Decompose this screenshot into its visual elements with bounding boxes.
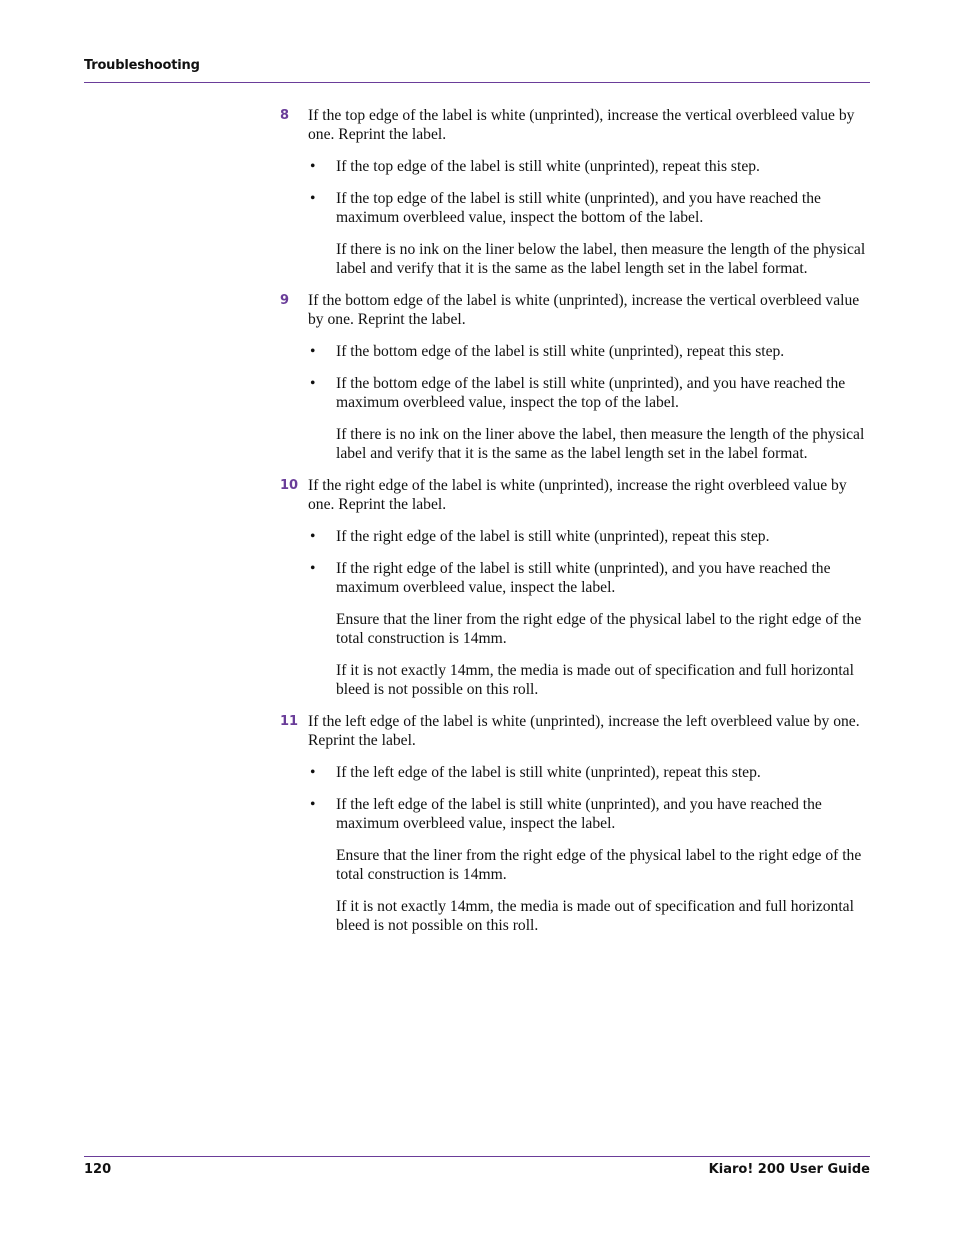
step-number: 9 <box>280 293 290 308</box>
bullet-icon: • <box>310 528 316 545</box>
paragraph: If there is no ink on the liner above the label, then measure the length of the physical label and verify that it is the same as the label length set in the label format. <box>336 426 865 462</box>
bullet-text: If the bottom edge of the label is still white (unprinted), and you have reached the maximum overbleed value, inspect the top of the label. <box>336 375 846 411</box>
bullet-text: If the right edge of the label is still white (unprinted), repeat this step. <box>336 528 770 545</box>
step-10 <box>280 476 870 699</box>
step-11 <box>280 712 870 935</box>
bullet-icon: • <box>310 158 316 175</box>
paragraph: Ensure that the liner from the right edge of the physical label to the right edge of the total construction is 14mm. <box>336 611 862 647</box>
paragraph: If there is no ink on the liner below the label, then measure the length of the physical label and verify that it is the same as the label length set in the label format. <box>336 241 866 277</box>
bullet-icon: • <box>310 190 316 207</box>
bullet-icon: • <box>310 796 316 813</box>
bullet-text: If the bottom edge of the label is still white (unprinted), repeat this step. <box>336 343 785 360</box>
bullet-text: If the top edge of the label is still white (unprinted), repeat this step. <box>336 158 760 175</box>
paragraph: Ensure that the liner from the right edge of the physical label to the right edge of the total construction is 14mm. <box>336 847 862 883</box>
step-number: 10 <box>280 478 299 493</box>
step-text: If the left edge of the label is white (unprinted), increase the left overbleed value by one. Reprint the label. <box>308 713 860 749</box>
step-8 <box>280 106 870 278</box>
bullet-icon: • <box>310 764 316 781</box>
footer-divider <box>84 1156 870 1157</box>
document-body <box>280 106 870 948</box>
step-9 <box>280 291 870 463</box>
bullet-text: If the right edge of the label is still white (unprinted), and you have reached the maximum overbleed value, inspect the label. <box>336 560 831 596</box>
bullet-icon: • <box>310 375 316 392</box>
bullet-icon: • <box>310 560 316 577</box>
guide-title: Kiaro! 200 User Guide <box>708 1162 870 1177</box>
bullet-text: If the top edge of the label is still white (unprinted), and you have reached the maximum overbleed value, inspect the bottom of the label. <box>336 190 821 226</box>
section-header: Troubleshooting <box>84 58 200 73</box>
step-number: 11 <box>280 714 299 729</box>
step-number: 8 <box>280 108 290 123</box>
bullet-icon: • <box>310 343 316 360</box>
step-text: If the right edge of the label is white (unprinted), increase the right overbleed value by one. Reprint the label. <box>308 477 847 513</box>
bullet-text: If the left edge of the label is still white (unprinted), repeat this step. <box>336 764 761 781</box>
header-divider <box>84 82 870 83</box>
page-number: 120 <box>84 1162 112 1177</box>
paragraph: If it is not exactly 14mm, the media is made out of specification and full horizontal bleed is not possible on this roll. <box>336 662 854 698</box>
step-text: If the top edge of the label is white (unprinted), increase the vertical overbleed value by one. Reprint the label. <box>308 107 855 143</box>
bullet-text: If the left edge of the label is still white (unprinted), and you have reached the maximum overbleed value, inspect the label. <box>336 796 822 832</box>
step-text: If the bottom edge of the label is white (unprinted), increase the vertical overbleed value by one. Reprint the label. <box>308 292 860 328</box>
paragraph: If it is not exactly 14mm, the media is made out of specification and full horizontal bleed is not possible on this roll. <box>336 898 854 934</box>
